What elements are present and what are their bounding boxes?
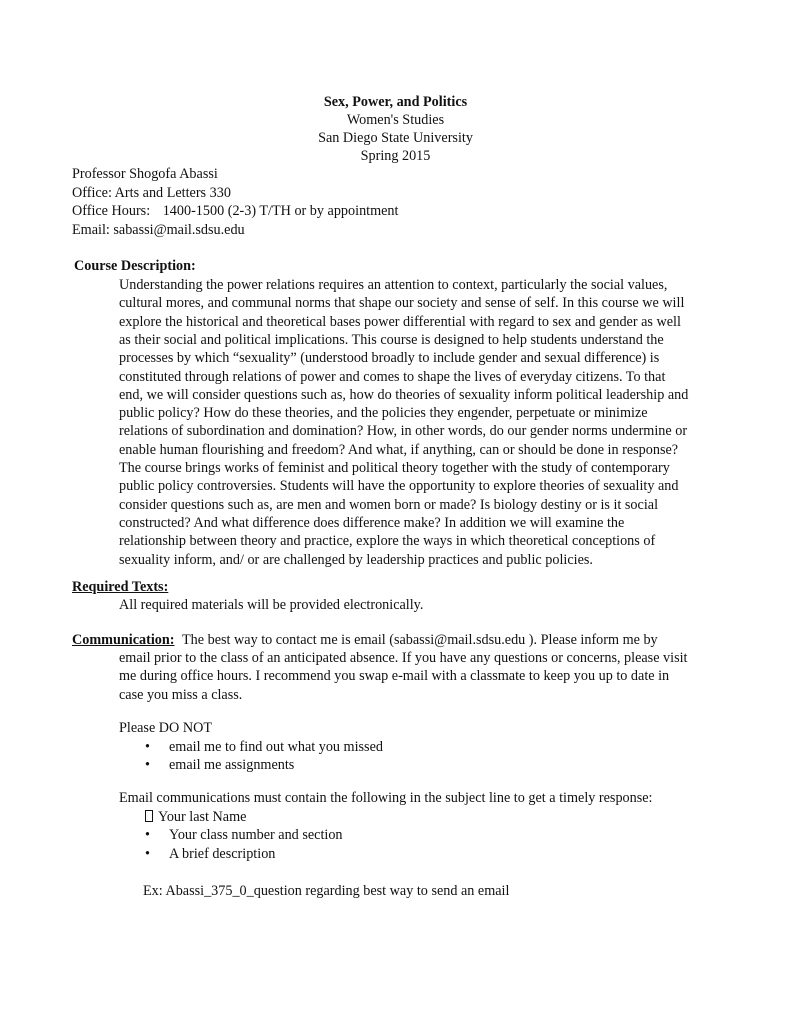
course-description-line: enable human flourishing and freedom? And what, if anything, can or should be done in response? [119,441,679,458]
communication-heading: Communication: [72,632,175,648]
bullet-icon: • [145,845,150,862]
course-description-line: The course brings works of feminist and political theory together with the study of contemporary [119,460,670,476]
course-description-line: relations of subordination and domination? How, in other words, do our gender norms undermine or [119,423,688,440]
course-description-line: relationship between theory and practice, explore the ways in which theoretical conceptions of [119,533,656,550]
communication-line: me during office hours. I recommend you swap e-mail with a classmate to keep you up to date in [119,668,670,685]
office-location: Office: Arts and Letters 330 [72,185,231,201]
course-title: Sex, Power, and Politics [323,94,468,110]
course-description-line: end, we will consider questions such as, how do theories of sexuality inform political leadership and [119,386,689,403]
do-not-heading: Please DO NOT [119,720,212,736]
do-not-item: email me to find out what you missed [169,739,383,755]
office-hours-value: 1400-1500 (2-3) T/TH or by appointment [162,203,399,219]
course-description-line: processes by which “sexuality” (understood broadly to include gender and sexual difference) is [119,350,660,367]
email-line: Email: sabassi@mail.sdsu.edu [72,222,245,238]
subject-item: Your class number and section [169,827,343,844]
required-texts-body: All required materials will be provided electronically. [119,597,424,613]
checkbox-glyph-icon [145,810,153,822]
communication-text: The best way to contact me is email (sabassi@mail.sdsu.edu ). Please inform me by [182,632,658,648]
subject-item [145,808,246,826]
bullet-icon: • [145,757,150,774]
course-description-line: explore the historical and theoretical bases power differential with regard to sex and gender as well [119,313,681,330]
communication-line: case you miss a class. [119,686,243,703]
office-hours-label: Office Hours: [72,203,151,219]
course-description-line: consider questions such as, are men and women born or made? Is biology destiny or is it social [119,496,659,513]
bullet-icon: • [145,827,150,844]
bullet-icon: • [145,739,150,755]
course-description-line: sexuality inform, and/ or are challenged by leadership practices and public policies. [119,551,593,568]
do-not-item: email me assignments [169,757,295,774]
office-hours [72,202,398,220]
professor-name: Professor Shogofa Abassi [72,166,218,182]
communication-first-line [72,631,658,649]
term: Spring 2015 [360,148,431,164]
subject-item: A brief description [169,845,276,862]
course-description-line: constructed? And what difference does difference make? In addition we will examine the [119,514,625,531]
department: Women's Studies [346,112,445,128]
subject-intro: Email communications must contain the following in the subject line to get a timely response: [119,790,653,806]
course-description-heading: Course Description: [74,258,196,274]
course-description-line: Understanding the power relations requires an attention to context, particularly the social values, [119,277,668,293]
university: San Diego State University [318,130,473,146]
course-description-line: as their social and political implications. This course is designed to help students understand the [119,331,664,348]
communication-line: email prior to the class of an anticipated absence. If you have any questions or concerns, please visit [119,650,688,666]
course-description-line: constituted through relations of power and comes to shape the lives of everyday citizens. To that [119,368,666,385]
course-description-line: public policy? How do these theories, and the policies they engender, perpetuate or minimize [119,405,648,422]
example-line: Ex: Abassi_375_0_question regarding best way to send an email [143,883,510,899]
course-description-line: cultural mores, and communal norms that shape our society and sense of self. In this course we will [119,295,685,312]
subject-item-text: Your last Name [158,809,247,825]
required-texts-heading: Required Texts: [72,579,169,595]
course-description-line: public policy controversies. Students will have the opportunity to explore theories of sexuality and [119,478,679,495]
